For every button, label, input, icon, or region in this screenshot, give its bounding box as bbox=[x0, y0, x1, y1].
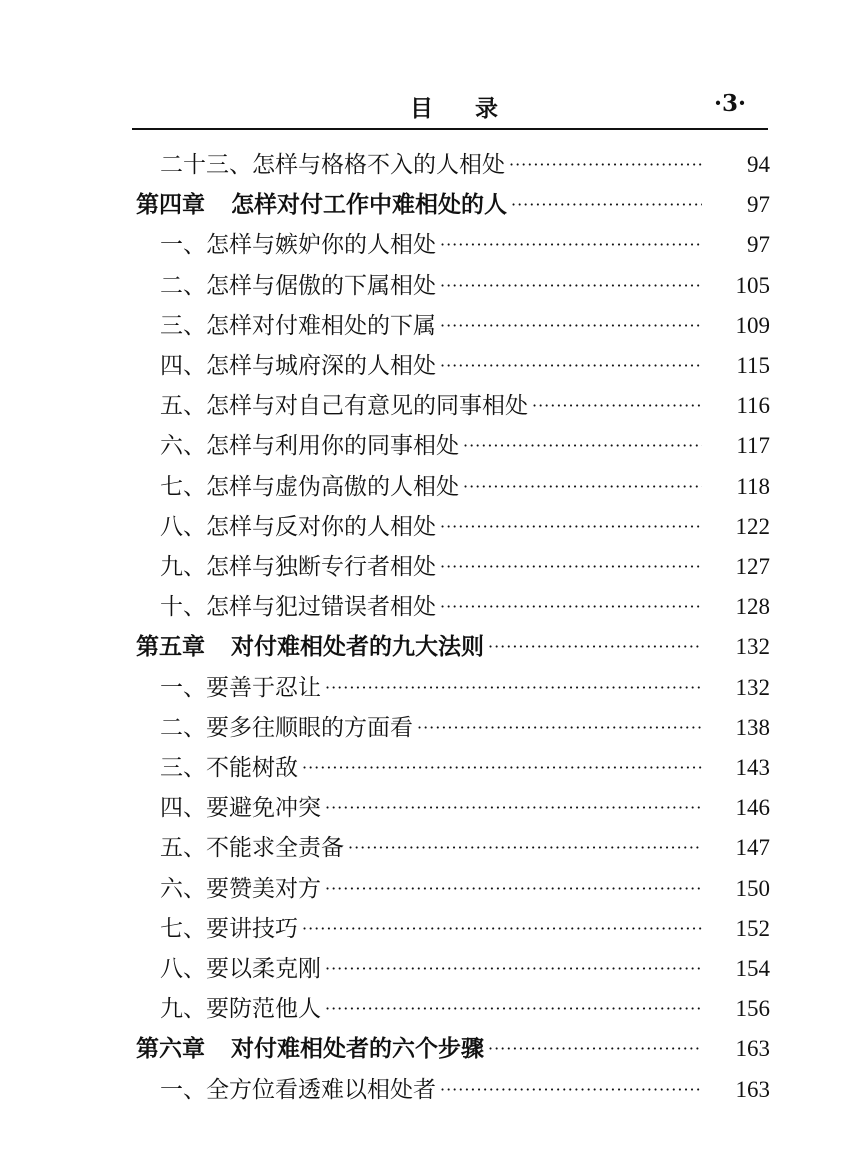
toc-section-entry bbox=[160, 831, 770, 865]
toc-section-entry bbox=[160, 470, 770, 504]
page-header bbox=[132, 88, 768, 130]
dot-leader bbox=[302, 912, 702, 946]
dot-leader bbox=[440, 1073, 702, 1107]
toc-page-number: 94 bbox=[747, 152, 770, 177]
toc-section-entry bbox=[160, 711, 770, 745]
toc-entry-title bbox=[136, 630, 484, 664]
dot-leader bbox=[488, 1032, 702, 1066]
dot-leader bbox=[417, 711, 702, 745]
toc-entry-title: 八、怎样与反对你的人相处 bbox=[160, 513, 436, 540]
toc-entry-title: 一、要善于忍让 bbox=[160, 674, 321, 701]
dot-leader bbox=[440, 590, 702, 624]
toc-entry-title: 五、不能求全责备 bbox=[160, 835, 344, 862]
toc-entry-title: 四、怎样与城府深的人相处 bbox=[160, 353, 436, 379]
dot-leader bbox=[325, 872, 702, 906]
chapter-number: 第六章 bbox=[136, 1035, 205, 1063]
dot-leader bbox=[440, 309, 702, 343]
dot-leader bbox=[532, 389, 702, 423]
dot-leader bbox=[325, 992, 702, 1026]
page-title: 目录 bbox=[410, 95, 540, 122]
toc-page-number: 132 bbox=[735, 674, 770, 700]
toc-entry-title: 十、怎样与犯过错误者相处 bbox=[160, 594, 436, 621]
toc-entry-title: 九、要防范他人 bbox=[160, 996, 321, 1023]
chapter-number: 第五章 bbox=[136, 633, 205, 661]
toc-entry-title: 八、要以柔克刚 bbox=[160, 956, 321, 982]
toc-entry-title: 三、不能树敌 bbox=[160, 755, 298, 781]
toc-section-entry bbox=[160, 510, 770, 544]
chapter-title: 怎样对付工作中难相处的人 bbox=[231, 191, 507, 219]
toc-page-number: 128 bbox=[735, 594, 770, 620]
toc-page-number: 132 bbox=[735, 634, 770, 660]
toc-chapter-entry bbox=[136, 630, 770, 664]
toc-section-entry bbox=[160, 751, 770, 785]
toc-page-number: 143 bbox=[735, 755, 770, 780]
toc-entry-title: 一、怎样与嫉妒你的人相处 bbox=[160, 232, 436, 259]
dot-leader bbox=[511, 188, 702, 222]
toc-section-entry bbox=[160, 429, 770, 463]
toc-page-number: 150 bbox=[735, 875, 770, 901]
toc-section-entry bbox=[160, 148, 770, 182]
chapter-title: 对付难相处者的六个步骤 bbox=[231, 1035, 484, 1063]
toc-page-number: 156 bbox=[735, 996, 770, 1022]
dot-leader bbox=[440, 269, 702, 303]
toc-page-number: 152 bbox=[735, 915, 770, 941]
toc-entry-title: 六、怎样与利用你的同事相处 bbox=[160, 433, 459, 460]
toc-entry-title: 四、要避免冲突 bbox=[160, 795, 321, 822]
toc-page-number: 147 bbox=[735, 835, 770, 861]
dot-leader bbox=[509, 148, 702, 182]
dot-leader bbox=[325, 952, 702, 986]
toc-section-entry bbox=[160, 228, 770, 262]
toc-entry-title: 七、要讲技巧 bbox=[160, 915, 298, 942]
toc-entry-title: 七、怎样与虚伪高傲的人相处 bbox=[160, 473, 459, 500]
toc-page-number: 122 bbox=[735, 513, 770, 539]
toc-page-number: 115 bbox=[736, 353, 770, 378]
toc-page-number: 154 bbox=[735, 956, 770, 981]
toc-page-number: 109 bbox=[735, 312, 770, 338]
chapter-number: 第四章 bbox=[136, 191, 205, 219]
toc-page-number: 97 bbox=[747, 192, 770, 218]
dot-leader bbox=[440, 550, 702, 584]
toc-entry-title: 二、要多往顺眼的方面看 bbox=[160, 714, 413, 741]
toc-entry-title: 二十三、怎样与格格不入的人相处 bbox=[160, 152, 505, 178]
toc-section-entry bbox=[160, 791, 770, 825]
toc-page-number: 118 bbox=[736, 473, 770, 499]
toc-entry-title: 三、怎样对付难相处的下属 bbox=[160, 312, 436, 339]
dot-leader bbox=[463, 470, 702, 504]
toc-entry-title: 一、全方位看透难以相处者 bbox=[160, 1076, 436, 1103]
toc-section-entry bbox=[160, 590, 770, 624]
toc-entry-title: 二、怎样与倨傲的下属相处 bbox=[160, 272, 436, 299]
toc-section-entry bbox=[160, 389, 770, 423]
toc-section-entry bbox=[160, 671, 770, 705]
dot-leader bbox=[440, 349, 702, 383]
toc-section-entry bbox=[160, 309, 770, 343]
dot-leader bbox=[348, 831, 702, 865]
page-number: ·3· bbox=[713, 90, 746, 117]
toc-page-number: 163 bbox=[735, 1076, 770, 1102]
toc-section-entry bbox=[160, 269, 770, 303]
toc-entry-title: 五、怎样与对自己有意见的同事相处 bbox=[160, 393, 528, 420]
toc-page-number: 97 bbox=[747, 232, 770, 258]
toc-section-entry bbox=[160, 349, 770, 383]
chapter-title: 对付难相处者的九大法则 bbox=[231, 633, 484, 661]
toc-page-number: 146 bbox=[735, 795, 770, 821]
toc-page-number: 117 bbox=[736, 433, 770, 459]
toc-page-number: 138 bbox=[735, 714, 770, 740]
toc-section-entry bbox=[160, 912, 770, 946]
toc-section-entry bbox=[160, 872, 770, 906]
toc-page-number: 105 bbox=[735, 272, 770, 298]
dot-leader bbox=[325, 791, 702, 825]
toc-section-entry bbox=[160, 952, 770, 986]
dot-leader bbox=[463, 429, 702, 463]
toc-entry-title bbox=[136, 1032, 484, 1066]
dot-leader bbox=[488, 630, 702, 664]
toc-section-entry bbox=[160, 992, 770, 1026]
toc-chapter-entry bbox=[136, 188, 770, 222]
toc-section-entry bbox=[160, 550, 770, 584]
toc-page-number: 127 bbox=[735, 554, 770, 579]
dot-leader bbox=[302, 751, 702, 785]
toc-entry-title: 九、怎样与独断专行者相处 bbox=[160, 554, 436, 580]
toc-section-entry bbox=[160, 1073, 770, 1107]
toc-chapter-entry bbox=[136, 1032, 770, 1066]
dot-leader bbox=[440, 510, 702, 544]
toc-page-number: 163 bbox=[735, 1036, 770, 1062]
toc-entry-title: 六、要赞美对方 bbox=[160, 875, 321, 902]
dot-leader bbox=[440, 228, 702, 262]
toc-entry-title bbox=[136, 188, 507, 222]
dot-leader bbox=[325, 671, 702, 705]
toc-page-number: 116 bbox=[736, 393, 770, 419]
